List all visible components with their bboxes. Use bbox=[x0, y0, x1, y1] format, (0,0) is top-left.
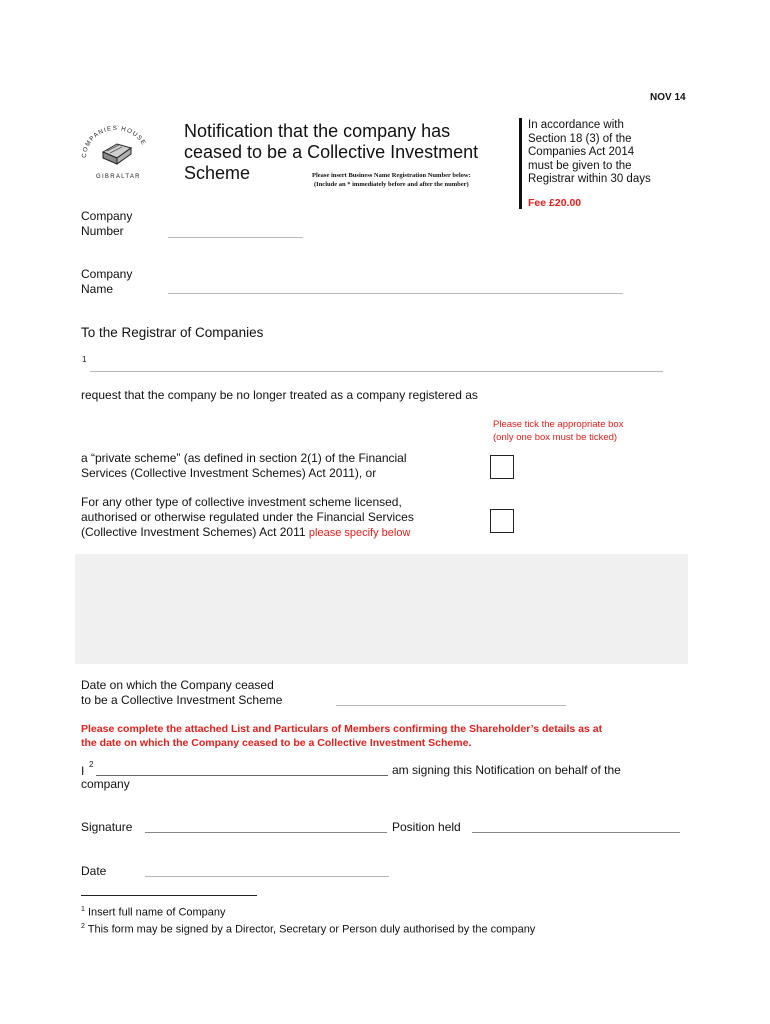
date-label: Date bbox=[81, 864, 107, 878]
company-name-label-1: Company bbox=[81, 267, 133, 281]
company-name-field[interactable] bbox=[168, 293, 623, 294]
svg-text:COMPANIES HOUSE: COMPANIES HOUSE bbox=[80, 124, 148, 159]
position-held-label: Position held bbox=[392, 820, 461, 834]
option-1-line-1: a “private scheme” (as defined in section 2(1) of the Financial bbox=[81, 451, 407, 465]
company-number-label-1: Company bbox=[81, 209, 133, 223]
other-scheme-checkbox[interactable] bbox=[490, 509, 514, 533]
warning-line-1: Please complete the attached List and Particulars of Members confirming the Shareholder’s details as at bbox=[81, 723, 603, 735]
footnote-ref-2: 2 bbox=[89, 760, 94, 769]
request-text: request that the company be no longer treated as a company registered as bbox=[81, 388, 478, 402]
brn-note-line-1: Please insert Business Name Registration Number below: bbox=[312, 172, 471, 179]
sidebar-line-3: Companies Act 2014 bbox=[528, 146, 635, 158]
title-line-2: ceased to be a Collective Investment bbox=[184, 142, 479, 162]
signature-field[interactable] bbox=[145, 832, 387, 833]
footnote-1-number: 1 bbox=[81, 906, 85, 913]
position-held-field[interactable] bbox=[472, 832, 680, 833]
specify-details-area[interactable] bbox=[75, 554, 688, 664]
i-label: I bbox=[81, 764, 85, 778]
option-1-line-2: Services (Collective Investment Schemes) Act 2011), or bbox=[81, 466, 377, 480]
fee-label: Fee £20.00 bbox=[528, 197, 582, 209]
title-line-3: Scheme bbox=[184, 163, 251, 183]
svg-text:GIBRALTAR: GIBRALTAR bbox=[96, 174, 141, 180]
signatory-name-field[interactable] bbox=[96, 775, 388, 776]
brn-note-line-2: (Include an * immediately before and after the number) bbox=[314, 181, 469, 188]
tick-note-2: (only one box must be ticked) bbox=[493, 432, 618, 443]
cease-date-label-2: to be a Collective Investment Scheme bbox=[81, 693, 283, 707]
sidebar-line-1: In accordance with bbox=[528, 119, 624, 131]
option-2-line-3: (Collective Investment Schemes) Act 2011 bbox=[81, 525, 306, 539]
signature-label: Signature bbox=[81, 820, 133, 834]
cease-date-field[interactable] bbox=[336, 705, 566, 706]
company-number-field[interactable] bbox=[168, 237, 303, 238]
specify-below-note: please specify below bbox=[308, 527, 411, 539]
footnote-ref-1: 1 bbox=[82, 355, 87, 364]
option-2-line-1: For any other type of collective investment scheme licensed, bbox=[81, 495, 402, 509]
sidebar-line-4: must be given to the bbox=[528, 159, 632, 172]
company-number-label-2: Number bbox=[81, 224, 124, 238]
footnote-2-number: 2 bbox=[81, 922, 85, 930]
title-line-1: Notification that the company has bbox=[184, 121, 451, 141]
sidebar-line-5: Registrar within 30 days bbox=[528, 173, 651, 185]
option-2-line-2: authorised or otherwise regulated under the Financial Services bbox=[81, 510, 414, 524]
date-field[interactable] bbox=[145, 876, 389, 877]
companies-house-seal bbox=[74, 118, 154, 184]
signing-text: am signing this Notification on behalf of the bbox=[392, 763, 621, 777]
tick-note-1: Please tick the appropriate box bbox=[493, 419, 624, 430]
sidebar-line-2: Section 18 (3) of the bbox=[528, 132, 632, 145]
to-registrar-heading: To the Registrar of Companies bbox=[81, 325, 264, 340]
footnote-1-text: Insert full name of Company bbox=[87, 906, 226, 919]
cease-date-label-1: Date on which the Company ceased bbox=[81, 678, 274, 692]
registrant-name-field[interactable] bbox=[90, 371, 663, 372]
private-scheme-checkbox[interactable] bbox=[490, 455, 514, 479]
footnote-2-text: This form may be signed by a Director, Secretary or Person duly authorised by the company bbox=[87, 923, 536, 936]
footnote-separator bbox=[81, 895, 257, 896]
signing-text-2: company bbox=[81, 777, 130, 791]
form-code: NOV 14 bbox=[650, 92, 686, 103]
company-name-label-2: Name bbox=[81, 282, 114, 296]
warning-line-2: the date on which the Company ceased to be a Collective Investment Scheme. bbox=[81, 737, 472, 749]
sidebar-divider bbox=[519, 118, 522, 209]
